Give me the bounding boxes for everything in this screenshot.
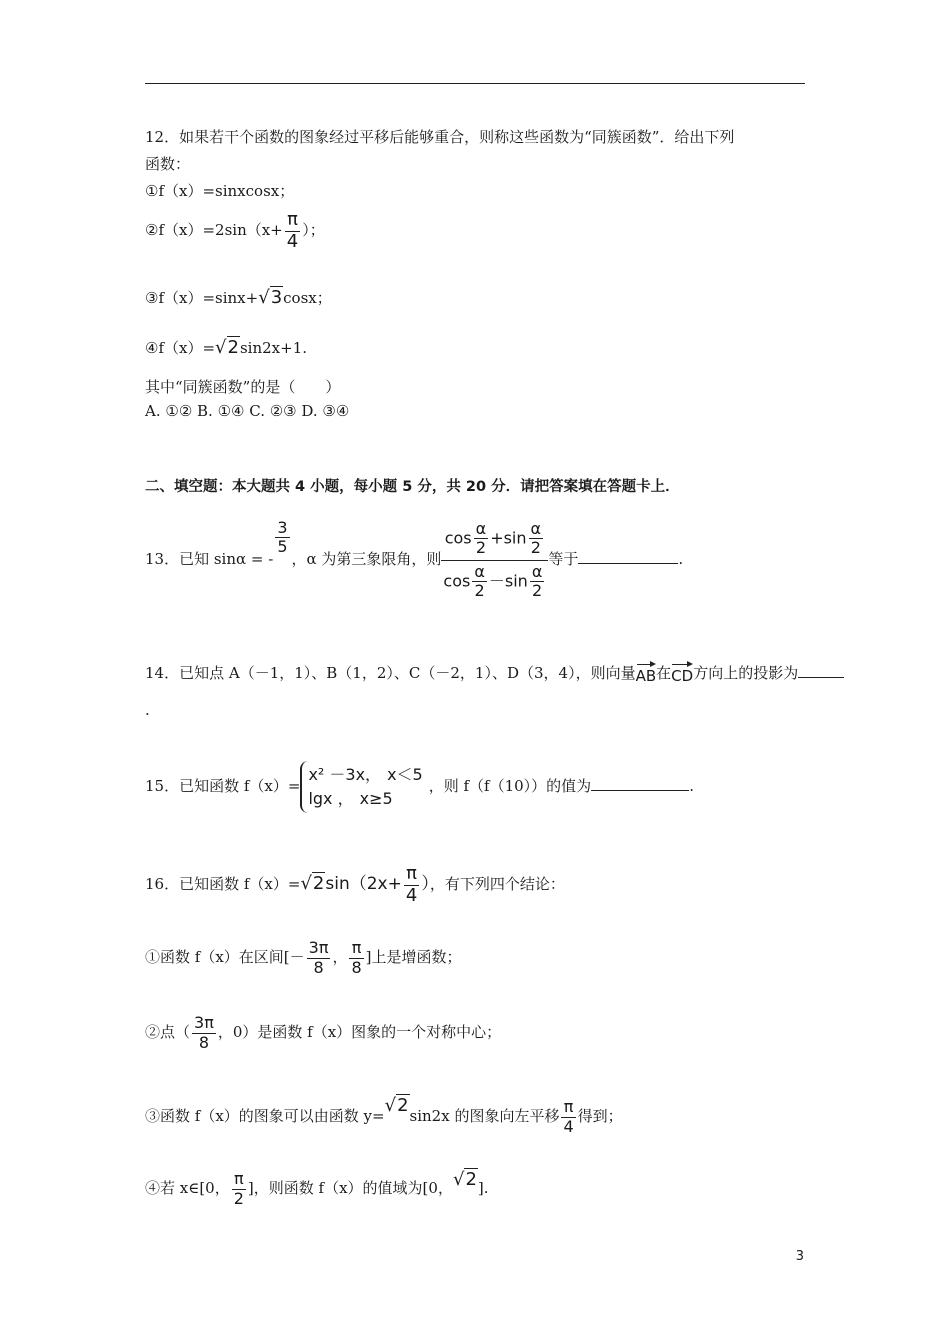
q16-statement-3: [145, 1084, 623, 1138]
statement-pre: ①函数 f（x）在区间[－: [145, 948, 305, 966]
q12-choices: A. ①② B. ①④ C. ②③ D. ③④: [145, 402, 350, 420]
q16-fraction: [404, 864, 419, 906]
statement-pre: ③函数 f（x）的图象可以由函数 y=: [145, 1107, 385, 1125]
q14-pre: 14．已知点 A（－1，1）、B（1，2）、C（－2，1）、D（3，4），则向量: [145, 664, 636, 682]
q13-denominator: [441, 561, 548, 601]
sqrt-symbol: √2: [300, 873, 325, 894]
radicand: 2: [312, 873, 325, 894]
fraction-denominator: 8: [198, 1032, 210, 1052]
fraction: [307, 939, 331, 977]
q12-option-3-pre: ③f（x）=sinx+: [145, 289, 259, 307]
radicand: 3: [270, 287, 283, 308]
q13-end: .: [678, 550, 684, 568]
cos-text: cos: [443, 570, 471, 590]
fraction-numerator: 3π: [308, 938, 329, 958]
sqrt-symbol: √2: [384, 1095, 409, 1116]
half-alpha-fraction: [472, 563, 487, 601]
case-condition: x＜5: [387, 765, 423, 784]
vector-cd: CD: [671, 662, 693, 686]
header-rule: [145, 83, 805, 84]
fraction: [561, 1098, 575, 1136]
answer-blank[interactable]: [591, 790, 689, 791]
q13-numerator: [441, 520, 548, 561]
case-expression: x² －3x，: [308, 765, 382, 784]
statement-mid: ]，则函数 f（x）的值域为[0，: [247, 1179, 453, 1197]
half-alpha-fraction: [474, 520, 489, 558]
statement-post: 得到；: [577, 1107, 623, 1125]
fraction-numerator: π: [232, 1170, 246, 1189]
fraction-denominator: 2: [474, 580, 485, 600]
q16-statement-1: [145, 935, 462, 979]
q12-stem-line2: 函数：: [145, 155, 191, 173]
fraction: [232, 1170, 246, 1208]
q16-stem: [145, 862, 565, 906]
q13-post: 等于: [548, 550, 579, 568]
q12-option-3-post: cosx；: [283, 289, 332, 307]
comma: ，: [332, 948, 348, 966]
page-number: 3: [795, 1249, 804, 1264]
piecewise-function: [300, 761, 428, 813]
q14-post: 方向上的投影为: [693, 664, 799, 682]
q12-option-1: ①f（x）=sinxcosx；: [145, 182, 295, 200]
half-alpha-fraction: [529, 520, 544, 558]
fraction-numerator: α: [474, 561, 485, 581]
radicand: 2: [227, 337, 239, 358]
statement-pre: ②点（: [145, 1023, 191, 1041]
q13-mid: ，α 为第三象限角，则: [291, 550, 442, 568]
q12-option-4-pre: ④f（x）=: [145, 339, 216, 357]
q16-pre: 16．已知函数 f（x）=: [145, 875, 301, 893]
cos-text: cos: [444, 528, 472, 548]
q13: [145, 512, 683, 606]
q16-close: ）: [421, 874, 430, 894]
section-2-heading: 二、填空题：本大题共 4 小题，每小题 5 分，共 20 分．请把答案填在答题卡上．: [145, 479, 680, 495]
fraction: [192, 1014, 216, 1052]
statement-post: ]上是增函数；: [365, 948, 462, 966]
statement-pre: ④若 x∈[0，: [145, 1179, 230, 1197]
fraction: [349, 939, 363, 977]
minus-sin-text: －sin: [488, 570, 528, 590]
case-expression: lgx ，: [308, 789, 354, 808]
q13-fraction: [275, 519, 289, 557]
case-condition: x≥5: [359, 789, 393, 808]
q12-option-4-post: sin2x+1.: [239, 339, 308, 357]
q12-option-2-fraction: [285, 210, 300, 252]
piecewise-case-1: [308, 763, 422, 787]
answer-blank[interactable]: [798, 677, 844, 678]
fraction-denominator: 5: [277, 537, 288, 556]
fraction-denominator: 4: [286, 230, 299, 252]
fraction-numerator: π: [285, 210, 300, 232]
radicand: 2: [397, 1095, 409, 1116]
q16-statement-2: [145, 1010, 501, 1054]
statement-post: ].: [477, 1179, 489, 1197]
sqrt-symbol: √2: [452, 1169, 477, 1190]
q15-post: ，则 f（f（10））的值为: [428, 777, 592, 795]
q15-end: .: [689, 777, 694, 795]
piecewise-case-2: [308, 787, 422, 811]
answer-blank[interactable]: [578, 563, 678, 564]
q14: [145, 662, 844, 686]
q16-fn: sin（2x+: [325, 874, 402, 894]
q12-stem-line1: 12．如果若干个函数的图象经过平移后能够重合，则称这些函数为“同簇函数”．给出下列: [145, 128, 735, 146]
q12-option-2-pre: ②f（x）=2sin（x+: [145, 221, 283, 240]
q13-pre: 13．已知 sinα = -: [145, 550, 274, 568]
q15-pre: 15．已知函数 f（x）=: [145, 777, 301, 795]
statement-mid: sin2x 的图象向左平移: [409, 1107, 560, 1125]
fraction-numerator: 3π: [194, 1013, 214, 1033]
fraction-numerator: π: [561, 1098, 575, 1117]
fraction-denominator: 4: [563, 1116, 574, 1136]
fraction-denominator: 2: [530, 538, 541, 558]
fraction-numerator: π: [404, 864, 419, 886]
q14-end: .: [145, 701, 150, 719]
fraction-denominator: 2: [532, 580, 543, 600]
half-alpha-fraction: [530, 563, 545, 601]
vector-ab: AB: [636, 662, 657, 686]
plus-sin-text: +sin: [490, 528, 527, 548]
q12-option-2-post: ）；: [302, 221, 325, 240]
q16-statement-4: [145, 1158, 489, 1210]
fraction-numerator: α: [531, 561, 543, 581]
fraction-numerator: π: [349, 939, 363, 958]
q12-option-3: [145, 288, 332, 308]
sqrt-symbol: √3: [258, 287, 283, 308]
q14-mid: 在: [656, 664, 672, 682]
fraction-denominator: 8: [351, 957, 362, 977]
fraction-numerator: α: [475, 518, 487, 538]
q12-option-2: [145, 210, 325, 252]
q12-question: 其中“同簇函数”的是（ ）: [145, 378, 341, 396]
fraction-numerator: 3: [277, 517, 288, 537]
fraction-denominator: 8: [313, 957, 324, 977]
q12-option-4: [145, 338, 307, 358]
q16-post: ，有下列四个结论：: [429, 875, 565, 893]
statement-post: ，0）是函数 f（x）图象的一个对称中心；: [217, 1023, 502, 1041]
sqrt-symbol: √2: [215, 337, 239, 358]
fraction-denominator: 4: [405, 884, 418, 906]
fraction-denominator: 2: [475, 538, 486, 558]
fraction-numerator: α: [530, 518, 542, 538]
radicand: 2: [465, 1169, 477, 1190]
q15: [145, 758, 694, 814]
q13-compound-fraction: [441, 520, 548, 601]
fraction-denominator: 2: [233, 1188, 244, 1208]
